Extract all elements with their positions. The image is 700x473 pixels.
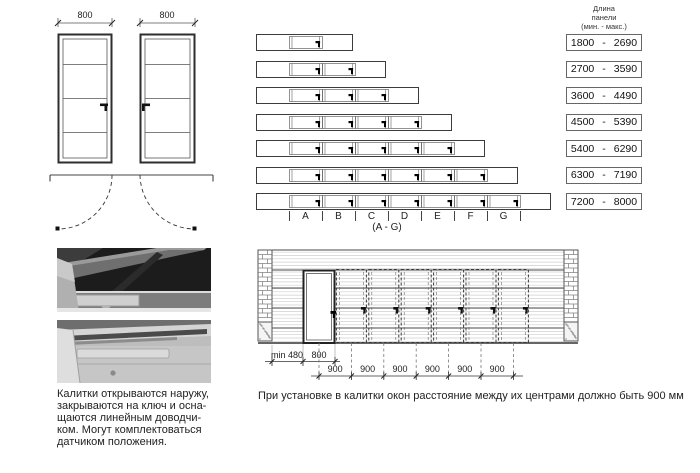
panel-length-table: [566, 4, 644, 216]
left-note-line: ком. Могут комплектоваться: [57, 424, 202, 437]
length-max: 7190: [613, 169, 638, 181]
door1-handle-icon: [100, 104, 108, 107]
length-min: 4500: [570, 116, 595, 128]
panel-configurations-diagram: [256, 33, 556, 238]
panel-row: [257, 35, 353, 51]
panel-length-row: [566, 193, 642, 210]
length-max: 8000: [613, 195, 638, 208]
length-max: 2690: [613, 36, 638, 49]
dim-spacing: 900: [360, 364, 376, 374]
left-note-line: Калитки открываются наружу,: [57, 388, 209, 400]
dim-spacing: 900: [424, 364, 440, 374]
panel-length-row: [566, 61, 642, 78]
length-sep: -: [602, 63, 606, 75]
section-range-caption: (A - G): [372, 222, 402, 233]
panel-row: [257, 62, 386, 78]
wicket-doors-front-view: [45, 5, 220, 240]
panel-row: [257, 88, 419, 104]
panel-length-row: [566, 114, 642, 131]
length-min: 6300: [570, 169, 595, 181]
door1-width-dim: 800: [77, 10, 93, 20]
panel-length-row: [566, 167, 642, 184]
length-min: 3600: [570, 89, 595, 102]
door2-handle-icon: [142, 104, 150, 107]
linear-door-closer-photo: [57, 320, 211, 383]
length-sep: -: [602, 142, 606, 155]
left-note-line: датчиком положения.: [57, 436, 167, 449]
length-sep: -: [602, 116, 606, 128]
section-label-A: A: [302, 211, 309, 222]
length-sep: -: [602, 195, 606, 208]
dim-door-width: 800: [311, 349, 327, 360]
right-note: При установке в калитки окон расстояние между их центрами должно быть 900 мм: [258, 390, 684, 402]
section-label-G: G: [499, 211, 508, 222]
length-max: 6290: [613, 142, 638, 155]
panel-row: [257, 115, 452, 131]
length-max: 3590: [613, 63, 638, 75]
length-min: 7200: [570, 195, 595, 208]
length-min: 5400: [570, 142, 595, 155]
door2-swing-arc: [140, 175, 195, 229]
wall-drawing: [245, 245, 590, 385]
length-min: 2700: [570, 63, 595, 75]
section-label-E: E: [434, 211, 441, 222]
section-label-C: C: [367, 211, 376, 222]
panel-length-row: [566, 87, 642, 104]
length-min: 1800: [570, 36, 595, 49]
dim-spacing: 900: [327, 364, 343, 374]
length-max: 5390: [613, 116, 638, 128]
left-note-line: щаются линейным доводчи-: [57, 412, 202, 425]
section-label-B: B: [335, 211, 342, 222]
table-header-line: панели: [591, 13, 617, 22]
panel-row: [257, 141, 485, 157]
wicket-door-solid: [304, 271, 335, 344]
doors-front-drawing: [45, 5, 220, 240]
panel-row: [257, 168, 518, 184]
left-note-line: закрываются на ключ и осна-: [57, 400, 207, 413]
door2-width-dim: 800: [159, 10, 175, 20]
dim-spacing: 900: [489, 364, 505, 374]
table-header-line: (мин. - макс.): [581, 22, 627, 31]
length-sep: -: [602, 89, 606, 102]
panel-rows-drawing: [256, 33, 556, 238]
table-header-line: Длина: [593, 4, 615, 13]
door1-swing-arc: [58, 175, 112, 229]
dim-spacing: 900: [392, 364, 408, 374]
dim-spacing: 900: [457, 364, 473, 374]
door-closer-arm-photo: [57, 248, 211, 312]
wall-installation-diagram: [245, 245, 590, 385]
length-sep: -: [602, 169, 606, 181]
dim-min-offset: min 480: [270, 349, 304, 360]
panel-length-row: [566, 34, 642, 51]
length-max: 4490: [613, 89, 638, 102]
panel-length-row: [566, 140, 642, 157]
section-label-F: F: [467, 211, 474, 222]
left-note: [57, 388, 225, 448]
panel-row: [257, 194, 551, 210]
section-label-D: D: [400, 211, 409, 222]
length-sep: -: [602, 36, 606, 49]
